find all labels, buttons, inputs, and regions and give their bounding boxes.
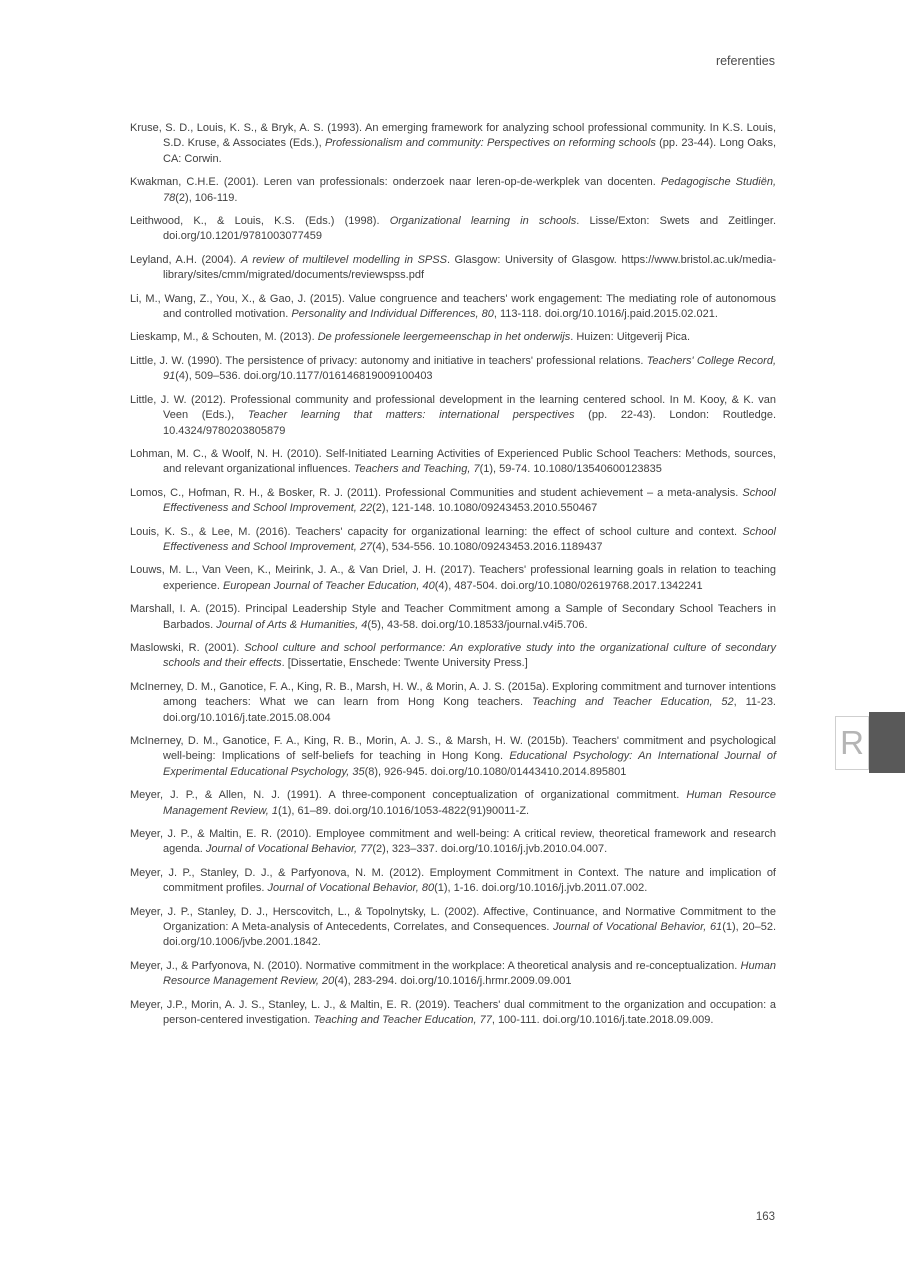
reference-title-italic: Journal of Arts & Humanities, 4 [216, 618, 368, 631]
reference-text: Lohman, M. C., & Woolf, N. H. (2010). Self-Initiated Learning Activities of Experienced Public School Teachers: Methods, sources, and relevant organizational influences. [130, 447, 776, 476]
reference-item [130, 959, 776, 990]
reference-title-italic: Personality and Individual Differences, 80 [291, 308, 494, 321]
reference-text: , 100-111. doi.org/10.1016/j.tate.2018.09.009. [491, 1014, 714, 1027]
reference-title-italic: Teaching and Teacher Education, 77 [313, 1014, 492, 1027]
reference-text: (pp. 22-43). London: Routledge. 10.4324/9780203805879 [163, 409, 776, 437]
reference-text: Maslowski, R. (2001). [130, 641, 245, 654]
chapter-tab-letter-box [835, 716, 869, 770]
reference-text: Meyer, J. P., Stanley, D. J., Herscovitch, L., & Topolnytsky, L. (2002). Affective, Continuance, and Normative Commitment to the Organization: A Meta-analysis of Antecedents, Correlates, and Consequences. [130, 905, 776, 934]
reference-title-italic: Professionalism and community: Perspectives on reforming schools [324, 137, 656, 150]
reference-item [130, 393, 776, 439]
reference-item [130, 998, 776, 1029]
reference-text: Leyland, A.H. (2004). [130, 253, 241, 266]
reference-title-italic: Human Resource Management Review, 1 [163, 789, 776, 817]
reference-item [130, 354, 776, 385]
reference-title-italic: School culture and school performance: An explorative study into the organizational culture of secondary schools and their effects [163, 641, 776, 670]
reference-item [130, 866, 776, 897]
reference-text: (1), 1-16. doi.org/10.1016/j.jvb.2011.07.002. [434, 882, 648, 895]
reference-item [130, 525, 776, 556]
reference-text: Meyer, J. P., & Allen, N. J. (1991). A three-component conceptualization of organizational commitment. [130, 789, 687, 802]
reference-title-italic: Teaching and Teacher Education, 52 [531, 696, 734, 709]
reference-text: (2), 121-148. 10.1080/09243453.2010.550467 [372, 502, 598, 515]
reference-text: , 11-23. doi.org/10.1016/j.tate.2015.08.004 [163, 696, 776, 724]
reference-text: Louis, K. S., & Lee, M. (2016). Teachers' capacity for organizational learning: the effect of school culture and context. [130, 525, 743, 538]
reference-text: Meyer, J.P., Morin, A. J. S., Stanley, L. J., & Maltin, E. R. (2019). Teachers' dual commitment to the organization and occupation: a person-centered investigation. [130, 998, 776, 1027]
reference-text: (4), 283-294. doi.org/10.1016/j.hrmr.2009.09.001 [334, 975, 572, 988]
reference-item [130, 641, 776, 672]
reference-text: (1), 61–89. doi.org/10.1016/1053-4822(91)90011-Z. [277, 804, 530, 817]
reference-title-italic: European Journal of Teacher Education, 40 [222, 579, 435, 592]
reference-text: . Lisse/Exton: Swets and Zeitlinger. doi.org/10.1201/9781003077459 [163, 215, 776, 243]
reference-item [130, 175, 776, 206]
reference-item [130, 905, 776, 951]
reference-text: McInerney, D. M., Ganotice, F. A., King, R. B., Marsh, H. W., & Morin, A. J. S. (2015a). Exploring commitment and turnover intentions among teachers: What we can learn from Hong Kong teachers. [130, 680, 776, 709]
references-list [130, 121, 776, 1037]
reference-text: Marshall, I. A. (2015). Principal Leadership Style and Teacher Commitment among a Sample of Secondary School Teachers in Barbados. [130, 603, 776, 631]
reference-item [130, 788, 776, 819]
reference-item [130, 121, 776, 167]
reference-title-italic: Pedagogische Studiën, 78 [163, 176, 776, 204]
reference-text: (1), 20–52. doi.org/10.1006/jvbe.2001.1842. [163, 921, 777, 949]
reference-title-italic: School Effectiveness and School Improvement, 22 [163, 486, 776, 515]
reference-item [130, 253, 776, 284]
reference-text: (2), 323–337. doi.org/10.1016/j.jvb.2010.04.007. [372, 843, 608, 856]
running-header: referenties [715, 54, 775, 68]
reference-text: (2), 106-119. [175, 191, 238, 204]
reference-title-italic: Organizational learning in schools [389, 215, 577, 228]
reference-title-italic: Journal of Vocational Behavior, 77 [205, 843, 373, 856]
reference-title-italic: Journal of Vocational Behavior, 61 [553, 921, 723, 934]
reference-text: . [Dissertatie, Enschede: Twente University Press.] [281, 657, 528, 670]
reference-text: (1), 59-74. 10.1080/13540600123835 [479, 463, 662, 476]
reference-title-italic: De professionele leergemeenschap in het onderwijs [317, 331, 571, 344]
reference-text: . Glasgow: University of Glasgow. https://www.bristol.ac.uk/media-library/sites/cmm/migrated/documents/reviewspss.pdf [163, 253, 776, 282]
reference-text: Meyer, J. P., Stanley, D. J., & Parfyonova, N. M. (2012). Employment Commitment in Context. The nature and implication of commitment profiles. [130, 866, 776, 895]
reference-item [130, 602, 776, 633]
reference-item [130, 447, 776, 478]
reference-text: (4), 487-504. doi.org/10.1080/02619768.2017.1342241 [434, 579, 703, 592]
reference-title-italic: Teacher learning that matters: international perspectives [247, 409, 575, 422]
reference-title-italic: Educational Psychology: An International Journal of Experimental Educational Psychology, 35 [163, 750, 777, 778]
reference-item [130, 827, 776, 858]
reference-item [130, 292, 776, 323]
reference-title-italic: A review of multilevel modelling in SPSS [240, 253, 447, 266]
reference-text: Little, J. W. (2012). Professional community and professional development in the learning centered school. In M. Kooy, & K. van Veen (Eds.), [130, 393, 776, 422]
reference-text: Little, J. W. (1990). The persistence of privacy: autonomy and initiative in teachers' professional relations. [130, 354, 647, 367]
reference-text: (pp. 23-44). Long Oaks, CA: Corwin. [163, 137, 777, 165]
page-number: 163 [755, 1211, 775, 1223]
reference-text: (8), 926-945. doi.org/10.1080/01443410.2014.895801 [364, 765, 627, 778]
reference-title-italic: School Effectiveness and School Improvement, 27 [163, 525, 776, 553]
reference-text: Kruse, S. D., Louis, K. S., & Bryk, A. S. (1993). An emerging framework for analyzing school professional community. In K.S. Louis, S.D. Kruse, & Associates (Eds.), [130, 122, 776, 150]
reference-item [130, 214, 776, 245]
reference-text: Leithwood, K., & Louis, K.S. (Eds.) (1998). [130, 215, 390, 228]
reference-item [130, 330, 776, 345]
reference-text: Meyer, J. P., & Maltin, E. R. (2010). Employee commitment and well-being: A critical review, theoretical framework and research agenda. [130, 828, 776, 856]
reference-title-italic: Journal of Vocational Behavior, 80 [267, 882, 435, 895]
reference-text: Meyer, J., & Parfyonova, N. (2010). Normative commitment in the workplace: A theoretical analysis and re-conceptualization. [130, 959, 741, 972]
reference-title-italic: Human Resource Management Review, 20 [163, 959, 776, 988]
reference-item [130, 563, 776, 594]
reference-text: Kwakman, C.H.E. (2001). Leren van professionals: onderzoek naar leren-op-de-werkplek van docenten. [130, 176, 661, 189]
reference-text: , 113-118. doi.org/10.1016/j.paid.2015.02.021. [493, 308, 718, 321]
chapter-tab-bar [869, 712, 905, 773]
reference-item [130, 734, 776, 780]
reference-text: Louws, M. L., Van Veen, K., Meirink, J. A., & Van Driel, J. H. (2017). Teachers' professional learning goals in relation to teaching experience. [130, 564, 776, 592]
reference-item [130, 680, 776, 726]
reference-title-italic: Teachers' College Record, 91 [163, 354, 777, 383]
reference-text: (5), 43-58. doi.org/10.18533/journal.v4i5.706. [367, 618, 588, 631]
reference-text: (4), 509–536. doi.org/10.1177/016146819009100403 [175, 370, 433, 383]
reference-text: Lomos, C., Hofman, R. H., & Bosker, R. J. (2011). Professional Communities and student achievement – a meta-analysis. [130, 486, 743, 499]
chapter-tab-letter: R [840, 724, 864, 761]
reference-text: . Huizen: Uitgeverij Pica. [570, 331, 691, 344]
reference-text: Lieskamp, M., & Schouten, M. (2013). [130, 331, 318, 344]
reference-text: Li, M., Wang, Z., You, X., & Gao, J. (2015). Value congruence and teachers' work engagement: The mediating role of autonomous and controlled motivation. [130, 292, 776, 321]
reference-title-italic: Teachers and Teaching, 7 [353, 463, 480, 476]
reference-item [130, 486, 776, 517]
reference-text: (4), 534-556. 10.1080/09243453.2016.1189437 [372, 540, 603, 553]
reference-text: McInerney, D. M., Ganotice, F. A., King, R. B., Morin, A. J. S., & Marsh, H. W. (2015b). Teachers' commitment and psychological well-being: Implications of self-beliefs for teaching in Hong Kong. [130, 735, 776, 763]
